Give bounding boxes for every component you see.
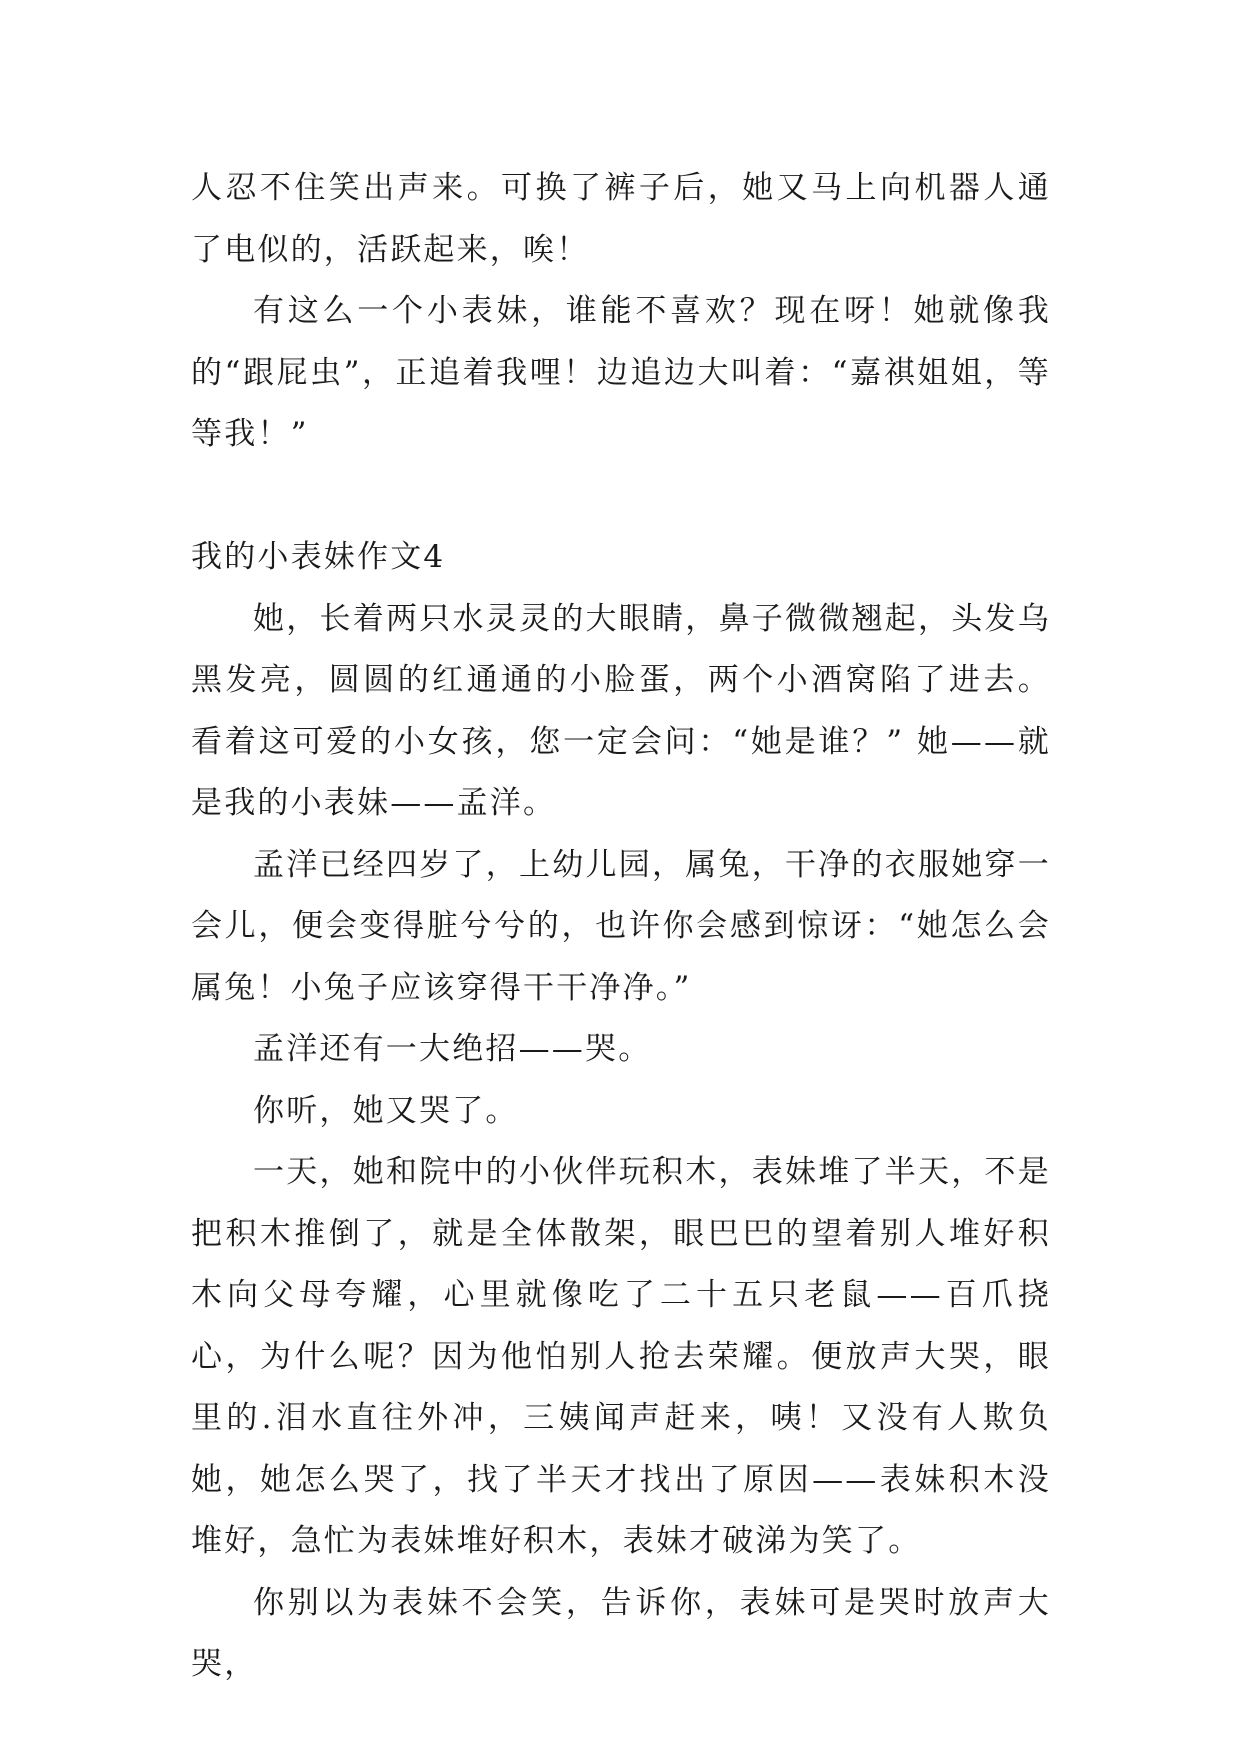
- paragraph-tag-along: 有这么一个小表妹，谁能不喜欢？现在呀！她就像我的“跟屁虫”，正追着我哩！边追边大叫着：“嘉祺姐姐，等等我！”: [191, 293, 1051, 452]
- paragraph-listen: 你听，她又哭了。: [253, 1092, 519, 1129]
- paragraph-age: 孟洋已经四岁了，上幼儿园，属兔，干净的衣服她穿一会儿，便会变得脏兮兮的，也许你会感到惊讶：“她怎么会属兔！小兔子应该穿得干干净净。”: [191, 846, 1051, 1006]
- document-body: [191, 158, 1051, 1696]
- paragraph-blocks-story: 一天，她和院中的小伙伴玩积木，表妹堆了半天，不是把积木推倒了，就是全体散架，眼巴巴的望着别人堆好积木向父母夸耀，心里就像吃了二十五只老鼠——百爪挠心，为什么呢？因为他怕别人抢去荣耀。便放声大哭，眼里的.泪水直往外冲，三姨闻声赶来，咦！又没有人欺负她，她怎么哭了，找了半天才找出了原因——表妹积木没堆好，急忙为表妹堆好积木，表妹才破涕为笑了。: [191, 1154, 1051, 1559]
- paragraph-description: 她，长着两只水灵灵的大眼睛，鼻子微微翘起，头发乌黑发亮，圆圆的红通通的小脸蛋，两个小酒窝陷了进去。看着这可爱的小女孩，您一定会问：“她是谁？” 她——就是我的小表妹——孟洋。: [191, 600, 1051, 821]
- paragraph-continued: 人忍不住笑出声来。可换了裤子后，她又马上向机器人通了电似的，活跃起来，唉！: [191, 170, 1051, 268]
- paragraph-cry-skill: 孟洋还有一大绝招——哭。: [253, 1031, 652, 1067]
- paragraph-laugh: 你别以为表妹不会笑，告诉你，表妹可是哭时放声大哭，: [191, 1584, 1051, 1682]
- section-title: 我的小表妹作文4: [191, 539, 446, 575]
